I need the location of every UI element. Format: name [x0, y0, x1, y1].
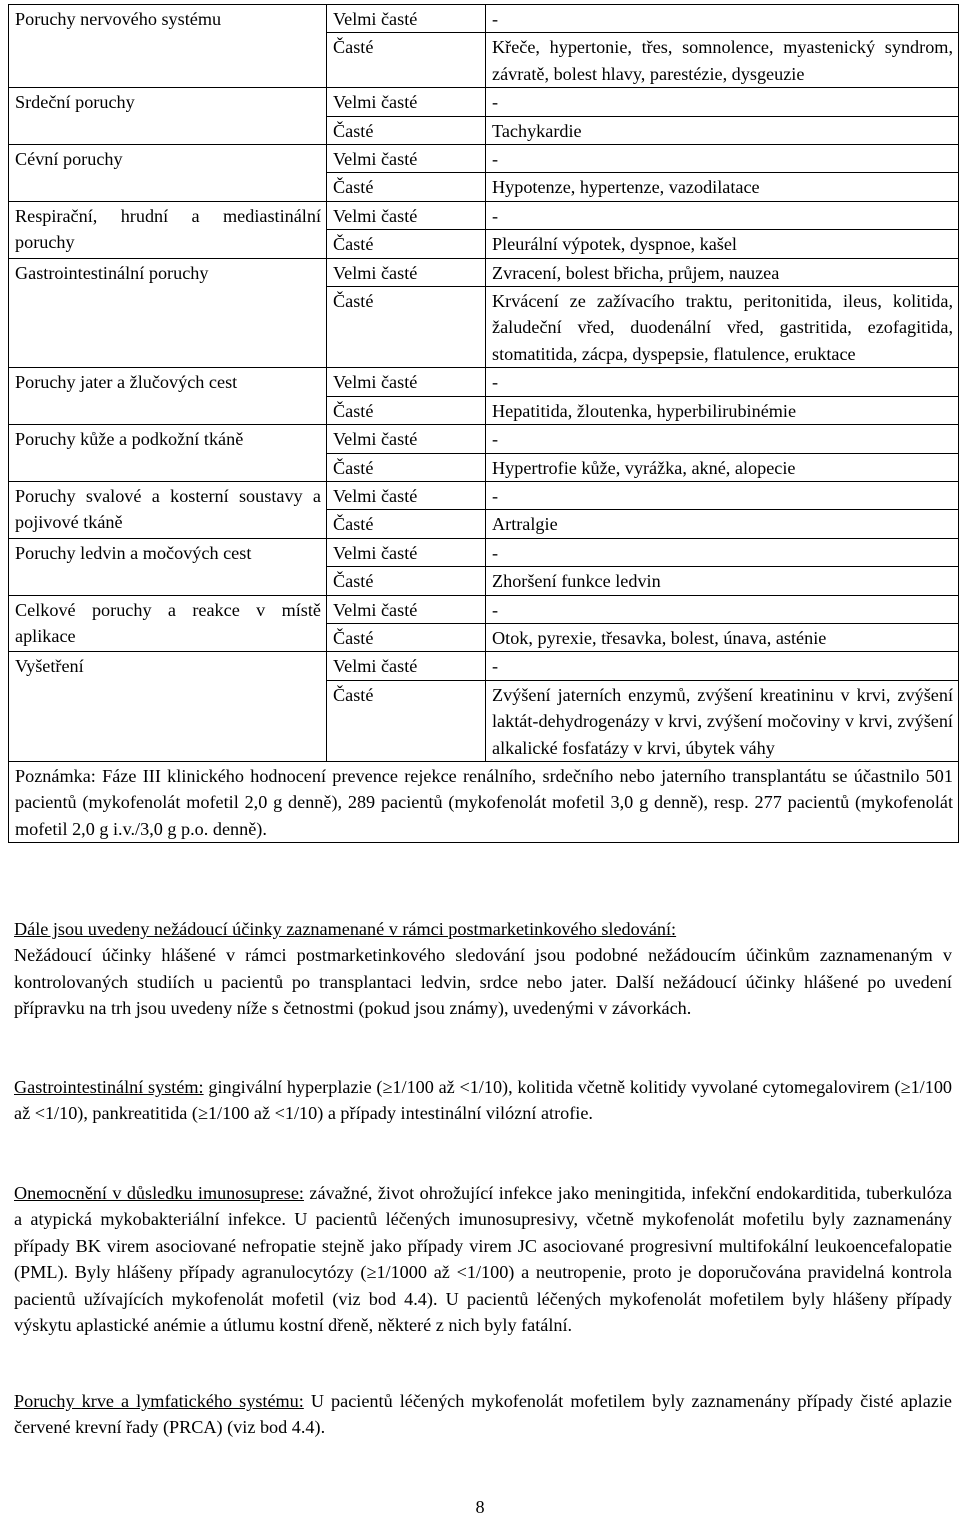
common-effects-cell: Zvýšení jaterních enzymů, zvýšení kreatininu v krvi, zvýšení laktát-dehydrogenázy v krvi, zvýšení močoviny v krvi, zvýšení alkalické fosfatázy v krvi, úbytek váhy	[486, 680, 959, 761]
gi-heading: Gastrointestinální systém:	[14, 1077, 204, 1097]
organ-class-cell: Vyšetření	[9, 652, 327, 762]
postmarketing-heading: Dále jsou uvedeny nežádoucí účinky zaznamenané v rámci postmarketinkového sledování:	[14, 919, 677, 939]
table-row	[9, 595, 959, 623]
common-effects-cell: Hepatitida, žloutenka, hyperbilirubinémie	[486, 396, 959, 424]
blood-heading: Poruchy krve a lymfatického systému:	[14, 1391, 304, 1411]
very-common-effects-cell: -	[486, 538, 959, 566]
frequency-very-common-label: Velmi časté	[327, 652, 486, 680]
frequency-common-label: Časté	[327, 287, 486, 368]
frequency-very-common-label: Velmi časté	[327, 425, 486, 453]
very-common-effects-cell: -	[486, 88, 959, 116]
common-effects-cell: Zhoršení funkce ledvin	[486, 567, 959, 595]
frequency-common-label: Časté	[327, 623, 486, 651]
frequency-common-label: Časté	[327, 230, 486, 258]
frequency-common-label: Časté	[327, 116, 486, 144]
common-effects-cell: Artralgie	[486, 510, 959, 538]
frequency-very-common-label: Velmi časté	[327, 258, 486, 286]
adverse-effects-table	[8, 4, 959, 843]
table-note: Poznámka: Fáze III klinického hodnocení prevence rejekce renálního, srdečního nebo jaterního transplantátu se účastnilo 501 pacientů (mykofenolát mofetil 2,0 g denně), 289 pacientů (mykofenolát mofetil 3,0 g denně), resp. 277 pacientů (mykofenolát mofetil 2,0 g i.v./3,0 g p.o. denně).	[9, 761, 959, 842]
table-row	[9, 201, 959, 229]
blood-text: U pacientů léčených mykofenolát mofetilem byly zaznamenány případy čisté aplazie červené krevní řady (PRCA) (viz bod 4.4).	[14, 1391, 952, 1438]
frequency-common-label: Časté	[327, 510, 486, 538]
gi-section	[14, 1074, 952, 1127]
frequency-common-label: Časté	[327, 396, 486, 424]
very-common-effects-cell: -	[486, 368, 959, 396]
table-row	[9, 258, 959, 286]
frequency-common-label: Časté	[327, 453, 486, 481]
frequency-common-label: Časté	[327, 680, 486, 761]
organ-class-cell: Poruchy jater a žlučových cest	[9, 368, 327, 425]
immunosuppression-heading: Onemocnění v důsledku imunosuprese:	[14, 1183, 304, 1203]
blood-section	[14, 1388, 952, 1441]
postmarketing-text: Nežádoucí účinky hlášené v rámci postmarketinkového sledování jsou podobné nežádoucím účinkům zaznamenaným v kontrolovaných studiích u pacientů po transplantaci ledvin, srdce nebo jater. Další nežádoucí účinky hlášené po uvedení přípravku na trh jsou uvedeny níže s četnostmi (pokud jsou známy), uvedenými v závorkách.	[14, 945, 952, 1019]
organ-class-cell: Respirační, hrudní a mediastinální poruchy	[9, 201, 327, 258]
common-effects-cell: Tachykardie	[486, 116, 959, 144]
organ-class-cell: Srdeční poruchy	[9, 88, 327, 145]
adverse-effects-table-body	[9, 5, 959, 843]
frequency-very-common-label: Velmi časté	[327, 5, 486, 33]
page-number: 8	[475, 1497, 485, 1517]
organ-class-cell: Poruchy ledvin a močových cest	[9, 538, 327, 595]
organ-class-cell: Poruchy nervového systému	[9, 5, 327, 88]
table-row	[9, 145, 959, 173]
very-common-effects-cell: -	[486, 5, 959, 33]
table-row	[9, 652, 959, 680]
frequency-common-label: Časté	[327, 173, 486, 201]
common-effects-cell: Křeče, hypertonie, třes, somnolence, myastenický syndrom, závratě, bolest hlavy, parestézie, dysgeuzie	[486, 33, 959, 88]
immunosuppression-section	[14, 1180, 952, 1338]
gi-text: gingivální hyperplazie (≥1/100 až <1/10), kolitida včetně kolitidy vyvolané cytomegalovirem (≥1/100 až <1/10), pankreatitida (≥1/100 až <1/10) a případy intestinální vilózní atrofie.	[14, 1077, 953, 1124]
organ-class-cell: Poruchy kůže a podkožní tkáně	[9, 425, 327, 482]
organ-class-cell: Cévní poruchy	[9, 145, 327, 202]
organ-class-cell: Celkové poruchy a reakce v místě aplikace	[9, 595, 327, 652]
common-effects-cell: Hypotenze, hypertenze, vazodilatace	[486, 173, 959, 201]
very-common-effects-cell: -	[486, 201, 959, 229]
frequency-very-common-label: Velmi časté	[327, 145, 486, 173]
common-effects-cell: Pleurální výpotek, dyspnoe, kašel	[486, 230, 959, 258]
table-row	[9, 88, 959, 116]
common-effects-cell: Krvácení ze zažívacího traktu, peritonitida, ileus, kolitida, žaludeční vřed, duodenální vřed, gastritida, ezofagitida, stomatitida, zácpa, dyspepsie, flatulence, eruktace	[486, 287, 959, 368]
table-row	[9, 368, 959, 396]
organ-class-cell: Gastrointestinální poruchy	[9, 258, 327, 368]
table-row	[9, 425, 959, 453]
very-common-effects-cell: -	[486, 652, 959, 680]
frequency-very-common-label: Velmi časté	[327, 595, 486, 623]
very-common-effects-cell: -	[486, 145, 959, 173]
common-effects-cell: Hypertrofie kůže, vyrážka, akné, alopecie	[486, 453, 959, 481]
very-common-effects-cell: Zvracení, bolest břicha, průjem, nauzea	[486, 258, 959, 286]
very-common-effects-cell: -	[486, 425, 959, 453]
frequency-very-common-label: Velmi časté	[327, 201, 486, 229]
frequency-common-label: Časté	[327, 33, 486, 88]
very-common-effects-cell: -	[486, 481, 959, 509]
frequency-very-common-label: Velmi časté	[327, 88, 486, 116]
postmarketing-section	[14, 916, 952, 1022]
very-common-effects-cell: -	[486, 595, 959, 623]
frequency-common-label: Časté	[327, 567, 486, 595]
frequency-very-common-label: Velmi časté	[327, 368, 486, 396]
common-effects-cell: Otok, pyrexie, třesavka, bolest, únava, asténie	[486, 623, 959, 651]
frequency-very-common-label: Velmi časté	[327, 481, 486, 509]
table-row	[9, 538, 959, 566]
table-row	[9, 5, 959, 33]
table-row	[9, 481, 959, 509]
immunosuppression-text: závažné, život ohrožující infekce jako meningitida, infekční endokarditida, tuberkulóza a atypická mykobakteriální infekce. U pacientů léčených imunosupresivy, včetně mykofenolát mofetilu byly zaznamenány případy BK virem asociované nefropatie stejně jako případy virem JC asociované progresivní multifokální leukoencefalopatie (PML). Byly hlášeny případy agranulocytózy (≥1/1000 až <1/100) a neutropenie, proto je doporučována pravidelná kontrola pacientů užívajících mykofenolát mofetil (viz bod 4.4). U pacientů léčených mykofenolát mofetilem byly hlášeny případy výskytu aplastické anémie a útlumu kostní dřeně, některé z nich byly fatální.	[14, 1183, 952, 1336]
frequency-very-common-label: Velmi časté	[327, 538, 486, 566]
table-note-row	[9, 761, 959, 842]
organ-class-cell: Poruchy svalové a kosterní soustavy a pojivové tkáně	[9, 481, 327, 538]
